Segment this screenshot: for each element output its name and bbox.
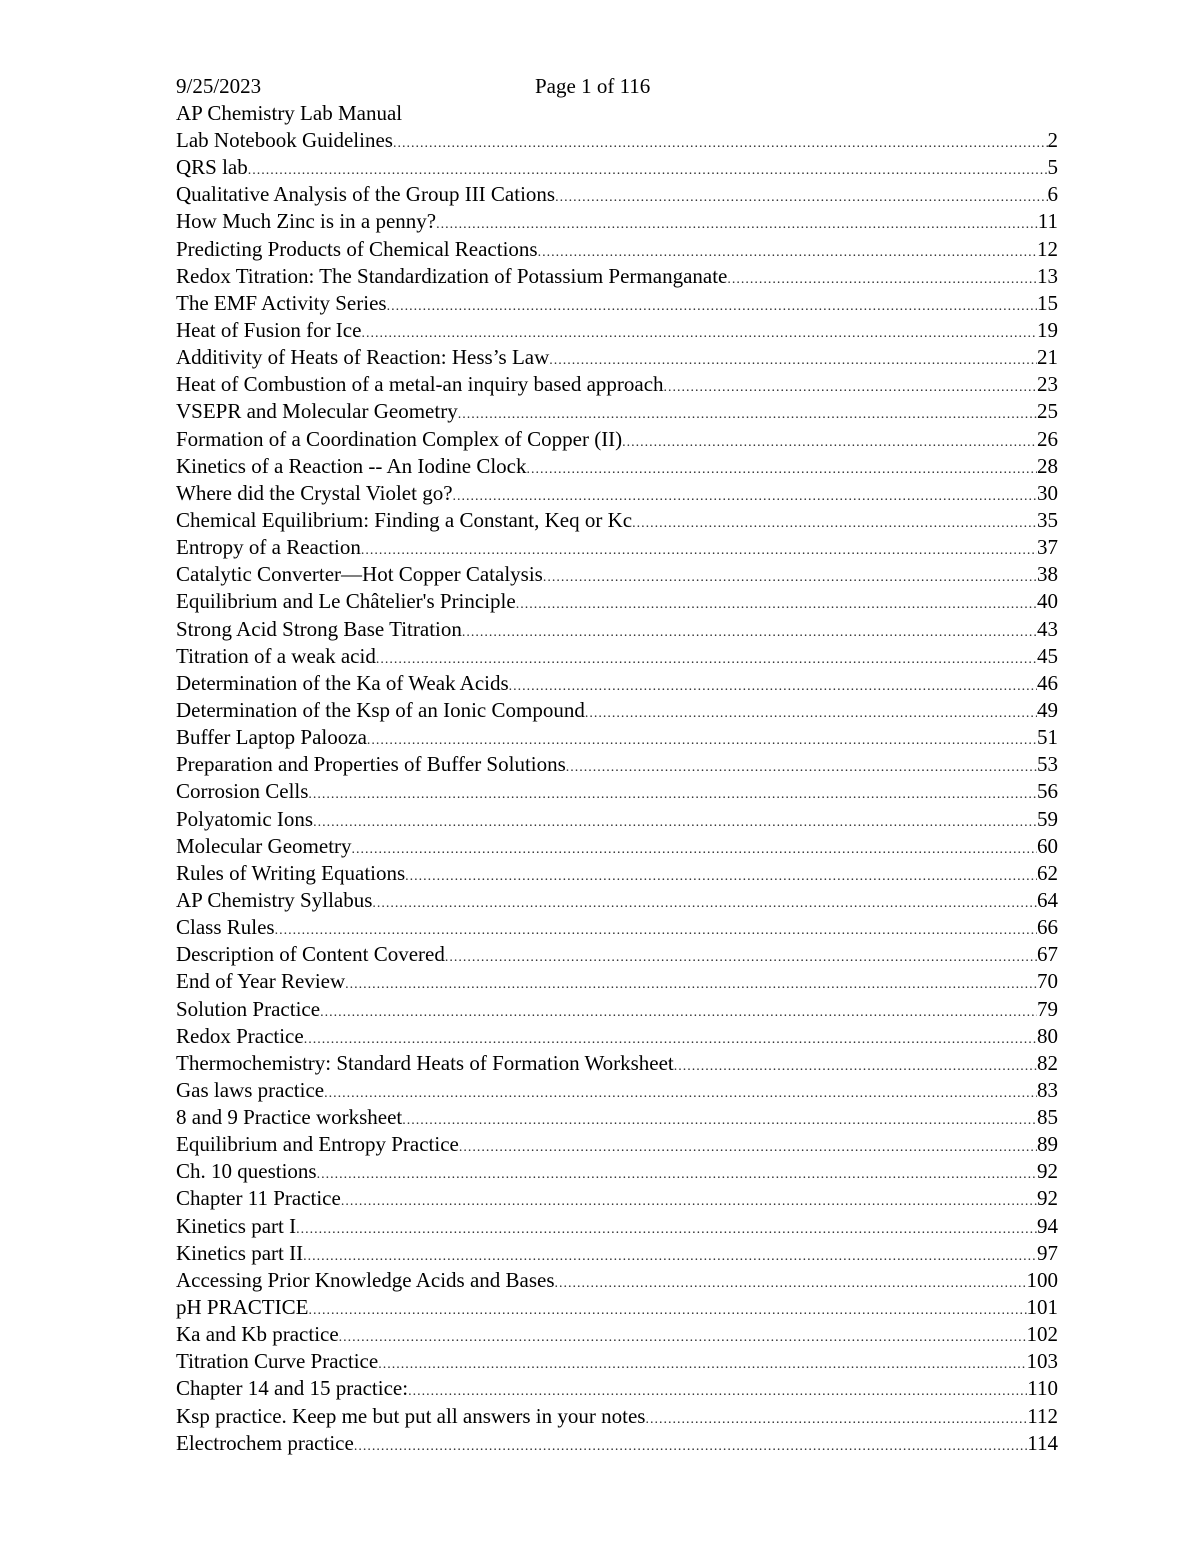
toc-entry[interactable] bbox=[176, 778, 1058, 805]
toc-dot-leader bbox=[320, 999, 1037, 1023]
toc-entry-page-number: 21 bbox=[1037, 345, 1058, 370]
toc-dot-leader bbox=[317, 1161, 1037, 1185]
toc-entry[interactable] bbox=[176, 1131, 1058, 1158]
toc-entry[interactable] bbox=[176, 1158, 1058, 1185]
toc-entry-page-number: 100 bbox=[1026, 1267, 1058, 1292]
toc-entry[interactable] bbox=[176, 263, 1058, 290]
toc-entry[interactable] bbox=[176, 507, 1058, 534]
toc-dot-leader bbox=[367, 727, 1037, 751]
toc-entry-title: Electrochem practice bbox=[176, 1430, 354, 1455]
toc-entry[interactable] bbox=[176, 317, 1058, 344]
toc-entry-page-number: 30 bbox=[1037, 480, 1058, 505]
toc-entry-title: Equilibrium and Entropy Practice bbox=[176, 1132, 459, 1157]
toc-entry[interactable] bbox=[176, 208, 1058, 235]
toc-entry-title: AP Chemistry Syllabus bbox=[176, 887, 373, 912]
toc-entry-title: Description of Content Covered bbox=[176, 942, 445, 967]
toc-dot-leader bbox=[459, 1134, 1037, 1158]
toc-dot-leader bbox=[458, 401, 1037, 425]
toc-entry-title: Corrosion Cells bbox=[176, 779, 309, 804]
toc-dot-leader bbox=[674, 1053, 1037, 1077]
toc-entry-page-number: 101 bbox=[1026, 1295, 1058, 1320]
toc-entry-title: Qualitative Analysis of the Group III Cations bbox=[176, 182, 556, 207]
toc-entry-page-number: 64 bbox=[1037, 887, 1058, 912]
toc-entry[interactable] bbox=[176, 806, 1058, 833]
header-date: 9/25/2023 bbox=[176, 74, 262, 98]
toc-entry-title: Solution Practice bbox=[176, 996, 321, 1021]
toc-entry-title: pH PRACTICE bbox=[176, 1295, 309, 1320]
toc-entry[interactable] bbox=[176, 398, 1058, 425]
toc-dot-leader bbox=[555, 1270, 1027, 1294]
toc-dot-leader bbox=[645, 1406, 1027, 1430]
toc-entry-title: Kinetics part I bbox=[176, 1213, 297, 1238]
toc-entry-page-number: 94 bbox=[1037, 1213, 1058, 1238]
toc-dot-leader bbox=[405, 863, 1037, 887]
toc-entry-title: QRS lab bbox=[176, 155, 248, 180]
toc-entry-page-number: 51 bbox=[1037, 725, 1058, 750]
toc-dot-leader bbox=[402, 1107, 1037, 1131]
toc-entry-title: Kinetics part II bbox=[176, 1240, 304, 1265]
toc-dot-leader bbox=[308, 1297, 1026, 1321]
toc-entry[interactable] bbox=[176, 1403, 1058, 1430]
toc-dot-leader bbox=[352, 836, 1037, 860]
toc-entry[interactable] bbox=[176, 1348, 1058, 1375]
toc-entry[interactable] bbox=[176, 344, 1058, 371]
toc-entry-page-number: 53 bbox=[1037, 752, 1058, 777]
toc-entry-title: VSEPR and Molecular Geometry bbox=[176, 399, 458, 424]
toc-entry[interactable] bbox=[176, 914, 1058, 941]
toc-entry-page-number: 25 bbox=[1037, 399, 1058, 424]
toc-dot-leader bbox=[408, 1378, 1027, 1402]
toc-dot-leader bbox=[555, 184, 1047, 208]
toc-entry[interactable] bbox=[176, 181, 1058, 208]
toc-entry[interactable] bbox=[176, 833, 1058, 860]
toc-entry-page-number: 92 bbox=[1037, 1186, 1058, 1211]
toc-entry-page-number: 35 bbox=[1037, 507, 1058, 532]
toc-dot-leader bbox=[393, 130, 1048, 154]
toc-entry[interactable] bbox=[176, 236, 1058, 263]
toc-entry-title: Titration Curve Practice bbox=[176, 1349, 379, 1374]
toc-entry-title: Chapter 11 Practice bbox=[176, 1186, 341, 1211]
toc-entry[interactable] bbox=[176, 480, 1058, 507]
toc-entry-page-number: 13 bbox=[1037, 263, 1058, 288]
toc-entry[interactable] bbox=[176, 1430, 1058, 1457]
toc-entry-page-number: 46 bbox=[1037, 670, 1058, 695]
toc-entry-title: Heat of Combustion of a metal-an inquiry based approach bbox=[176, 372, 664, 397]
toc-dot-leader bbox=[361, 537, 1037, 561]
toc-entry-title: Ksp practice. Keep me but put all answers in your notes bbox=[176, 1403, 646, 1428]
toc-entry[interactable] bbox=[176, 1077, 1058, 1104]
toc-entry[interactable] bbox=[176, 371, 1058, 398]
toc-dot-leader bbox=[543, 564, 1037, 588]
toc-dot-leader bbox=[453, 483, 1037, 507]
toc-entry-page-number: 80 bbox=[1037, 1023, 1058, 1048]
toc-entry-title: Preparation and Properties of Buffer Solutions bbox=[176, 752, 566, 777]
toc-entry-page-number: 15 bbox=[1037, 290, 1058, 315]
toc-entry[interactable] bbox=[176, 1267, 1058, 1294]
toc-entry-title: Titration of a weak acid bbox=[176, 643, 376, 668]
toc-dot-leader bbox=[462, 619, 1037, 643]
toc-entry[interactable] bbox=[176, 154, 1058, 181]
toc-entry-title: Equilibrium and Le Châtelier's Principle bbox=[176, 589, 516, 614]
toc-entry[interactable] bbox=[176, 1240, 1058, 1267]
toc-entry-page-number: 23 bbox=[1037, 372, 1058, 397]
toc-entry-title: Accessing Prior Knowledge Acids and Bases bbox=[176, 1267, 555, 1292]
toc-entry-title: How Much Zinc is in a penny? bbox=[176, 209, 437, 234]
toc-entry-title: Buffer Laptop Palooza bbox=[176, 725, 367, 750]
toc-entry-page-number: 38 bbox=[1037, 562, 1058, 587]
toc-entry[interactable] bbox=[176, 724, 1058, 751]
toc-entry[interactable] bbox=[176, 1321, 1058, 1348]
toc-entry-title: End of Year Review bbox=[176, 969, 346, 994]
toc-entry-page-number: 45 bbox=[1037, 643, 1058, 668]
toc-dot-leader bbox=[303, 1243, 1037, 1267]
toc-entry-page-number: 56 bbox=[1037, 779, 1058, 804]
toc-entry-title: Ka and Kb practice bbox=[176, 1322, 339, 1347]
toc-dot-leader bbox=[632, 510, 1037, 534]
toc-dot-leader bbox=[585, 700, 1037, 724]
toc-entry-title: Where did the Crystal Violet go? bbox=[176, 480, 453, 505]
toc-dot-leader bbox=[549, 347, 1037, 371]
toc-dot-leader bbox=[436, 211, 1038, 235]
toc-entry-page-number: 59 bbox=[1037, 806, 1058, 831]
toc-entry-title: 8 and 9 Practice worksheet bbox=[176, 1105, 403, 1130]
toc-entry[interactable] bbox=[176, 1375, 1058, 1402]
toc-dot-leader bbox=[516, 591, 1037, 615]
toc-entry[interactable] bbox=[176, 670, 1058, 697]
toc-entry-page-number: 70 bbox=[1037, 969, 1058, 994]
toc-entry-page-number: 2 bbox=[1047, 128, 1058, 152]
toc-dot-leader bbox=[538, 239, 1037, 263]
toc-entry[interactable] bbox=[176, 860, 1058, 887]
toc-dot-leader bbox=[313, 809, 1037, 833]
toc-dot-leader bbox=[527, 456, 1038, 480]
toc-entry-page-number: 97 bbox=[1037, 1240, 1058, 1265]
toc-dot-leader bbox=[378, 1351, 1026, 1375]
toc-entry-title: Chemical Equilibrium: Finding a Constant, Keq or Kc bbox=[176, 507, 633, 532]
toc-dot-leader bbox=[304, 1026, 1037, 1050]
toc-dot-leader bbox=[727, 266, 1037, 290]
toc-entry-title: Polyatomic Ions bbox=[176, 806, 314, 831]
toc-entry-title: Heat of Fusion for Ice bbox=[176, 317, 362, 342]
toc-dot-leader bbox=[341, 1188, 1037, 1212]
toc-entry[interactable] bbox=[176, 643, 1058, 670]
toc-entry-page-number: 37 bbox=[1037, 535, 1058, 560]
toc-dot-leader bbox=[361, 320, 1037, 344]
toc-entry-title: Lab Notebook Guidelines bbox=[176, 128, 393, 152]
toc-entry-page-number: 11 bbox=[1037, 209, 1058, 234]
toc-entry[interactable] bbox=[176, 453, 1058, 480]
toc-entry-page-number: 12 bbox=[1037, 236, 1058, 261]
toc-entry-page-number: 5 bbox=[1047, 155, 1058, 180]
toc-entry-title: Ch. 10 questions bbox=[176, 1159, 317, 1184]
toc-entry-page-number: 103 bbox=[1026, 1349, 1058, 1374]
toc-entry-title: Rules of Writing Equations bbox=[176, 860, 406, 885]
toc-entry-page-number: 66 bbox=[1037, 915, 1058, 940]
toc-entry-title: Determination of the Ka of Weak Acids bbox=[176, 670, 509, 695]
toc-entry-page-number: 6 bbox=[1047, 182, 1058, 207]
toc-entry-page-number: 26 bbox=[1037, 426, 1058, 451]
toc-dot-leader bbox=[308, 781, 1037, 805]
toc-entry-title: Thermochemistry: Standard Heats of Formation Worksheet bbox=[176, 1050, 674, 1075]
toc-entry-title: Additivity of Heats of Reaction: Hess’s Law bbox=[176, 345, 550, 370]
toc-dot-leader bbox=[509, 673, 1037, 697]
toc-entry-page-number: 85 bbox=[1037, 1105, 1058, 1130]
toc-entry-page-number: 114 bbox=[1027, 1430, 1058, 1455]
toc-dot-leader bbox=[296, 1216, 1037, 1240]
toc-entry[interactable] bbox=[176, 426, 1058, 453]
toc-entry-title: The EMF Activity Series bbox=[176, 290, 387, 315]
toc-entry[interactable] bbox=[176, 127, 1058, 154]
toc-entry-page-number: 112 bbox=[1027, 1403, 1058, 1428]
toc-entry-title: Redox Practice bbox=[176, 1023, 304, 1048]
toc-dot-leader bbox=[622, 429, 1037, 453]
toc-dot-leader bbox=[324, 1080, 1037, 1104]
toc-entry-title: Formation of a Coordination Complex of Copper (II) bbox=[176, 426, 623, 451]
header-page-number: Page 1 of 116 bbox=[535, 74, 651, 98]
toc-entry-page-number: 67 bbox=[1037, 942, 1058, 967]
toc-entry-page-number: 110 bbox=[1027, 1376, 1058, 1401]
toc-entry[interactable] bbox=[176, 996, 1058, 1023]
toc-entry-page-number: 40 bbox=[1037, 589, 1058, 614]
toc-dot-leader bbox=[566, 754, 1037, 778]
toc-entry-title: Predicting Products of Chemical Reactions bbox=[176, 236, 538, 261]
toc-entry[interactable] bbox=[176, 561, 1058, 588]
toc-entry-page-number: 62 bbox=[1037, 860, 1058, 885]
toc-dot-leader bbox=[339, 1324, 1027, 1348]
toc-entry-page-number: 60 bbox=[1037, 833, 1058, 858]
toc-dot-leader bbox=[376, 646, 1037, 670]
toc-entry-title: Determination of the Ksp of an Ionic Compound bbox=[176, 697, 585, 722]
toc-entry-title: Strong Acid Strong Base Titration bbox=[176, 616, 462, 641]
toc-entry[interactable] bbox=[176, 1050, 1058, 1077]
toc-entry[interactable] bbox=[176, 534, 1058, 561]
toc-entry-title: Gas laws practice bbox=[176, 1077, 325, 1102]
toc-entry-title: Catalytic Converter—Hot Copper Catalysis bbox=[176, 562, 543, 587]
toc-entry-page-number: 82 bbox=[1037, 1050, 1058, 1075]
page-header bbox=[176, 72, 1060, 100]
toc-entry[interactable] bbox=[176, 1104, 1058, 1131]
toc-entry[interactable] bbox=[176, 751, 1058, 778]
toc-dot-leader bbox=[445, 944, 1037, 968]
toc-entry-title: Class Rules bbox=[176, 915, 275, 940]
toc-dot-leader bbox=[275, 917, 1037, 941]
toc-entry-page-number: 92 bbox=[1037, 1159, 1058, 1184]
toc-entry[interactable] bbox=[176, 588, 1058, 615]
toc-dot-leader bbox=[664, 374, 1037, 398]
toc-entry[interactable] bbox=[176, 290, 1058, 317]
toc-entry-title: Redox Titration: The Standardization of Potassium Permanganate bbox=[176, 263, 728, 288]
toc-entry[interactable] bbox=[176, 1294, 1058, 1321]
toc-entry[interactable] bbox=[176, 1023, 1058, 1050]
toc-dot-leader bbox=[354, 1433, 1027, 1457]
toc-entry-page-number: 83 bbox=[1037, 1077, 1058, 1102]
toc-entry-page-number: 49 bbox=[1037, 697, 1058, 722]
toc-dot-leader bbox=[248, 157, 1048, 181]
toc-entry[interactable] bbox=[176, 1213, 1058, 1240]
table-of-contents bbox=[176, 127, 1058, 1457]
toc-entry[interactable] bbox=[176, 941, 1058, 968]
toc-entry[interactable] bbox=[176, 968, 1058, 995]
toc-entry-page-number: 28 bbox=[1037, 453, 1058, 478]
toc-entry-page-number: 89 bbox=[1037, 1132, 1058, 1157]
toc-entry-title: Entropy of a Reaction bbox=[176, 535, 361, 560]
toc-entry-page-number: 79 bbox=[1037, 996, 1058, 1021]
toc-entry[interactable] bbox=[176, 1185, 1058, 1212]
toc-entry-title: Molecular Geometry bbox=[176, 833, 352, 858]
toc-entry[interactable] bbox=[176, 887, 1058, 914]
document-title: AP Chemistry Lab Manual bbox=[176, 101, 403, 125]
toc-dot-leader bbox=[387, 293, 1037, 317]
toc-dot-leader bbox=[345, 971, 1037, 995]
toc-entry-page-number: 19 bbox=[1037, 317, 1058, 342]
toc-entry-page-number: 43 bbox=[1037, 616, 1058, 641]
toc-dot-leader bbox=[372, 890, 1037, 914]
toc-entry-title: Chapter 14 and 15 practice: bbox=[176, 1376, 409, 1401]
toc-entry[interactable] bbox=[176, 697, 1058, 724]
toc-entry[interactable] bbox=[176, 616, 1058, 643]
toc-entry-page-number: 102 bbox=[1026, 1322, 1058, 1347]
toc-entry-title: Kinetics of a Reaction -- An Iodine Clock bbox=[176, 453, 527, 478]
